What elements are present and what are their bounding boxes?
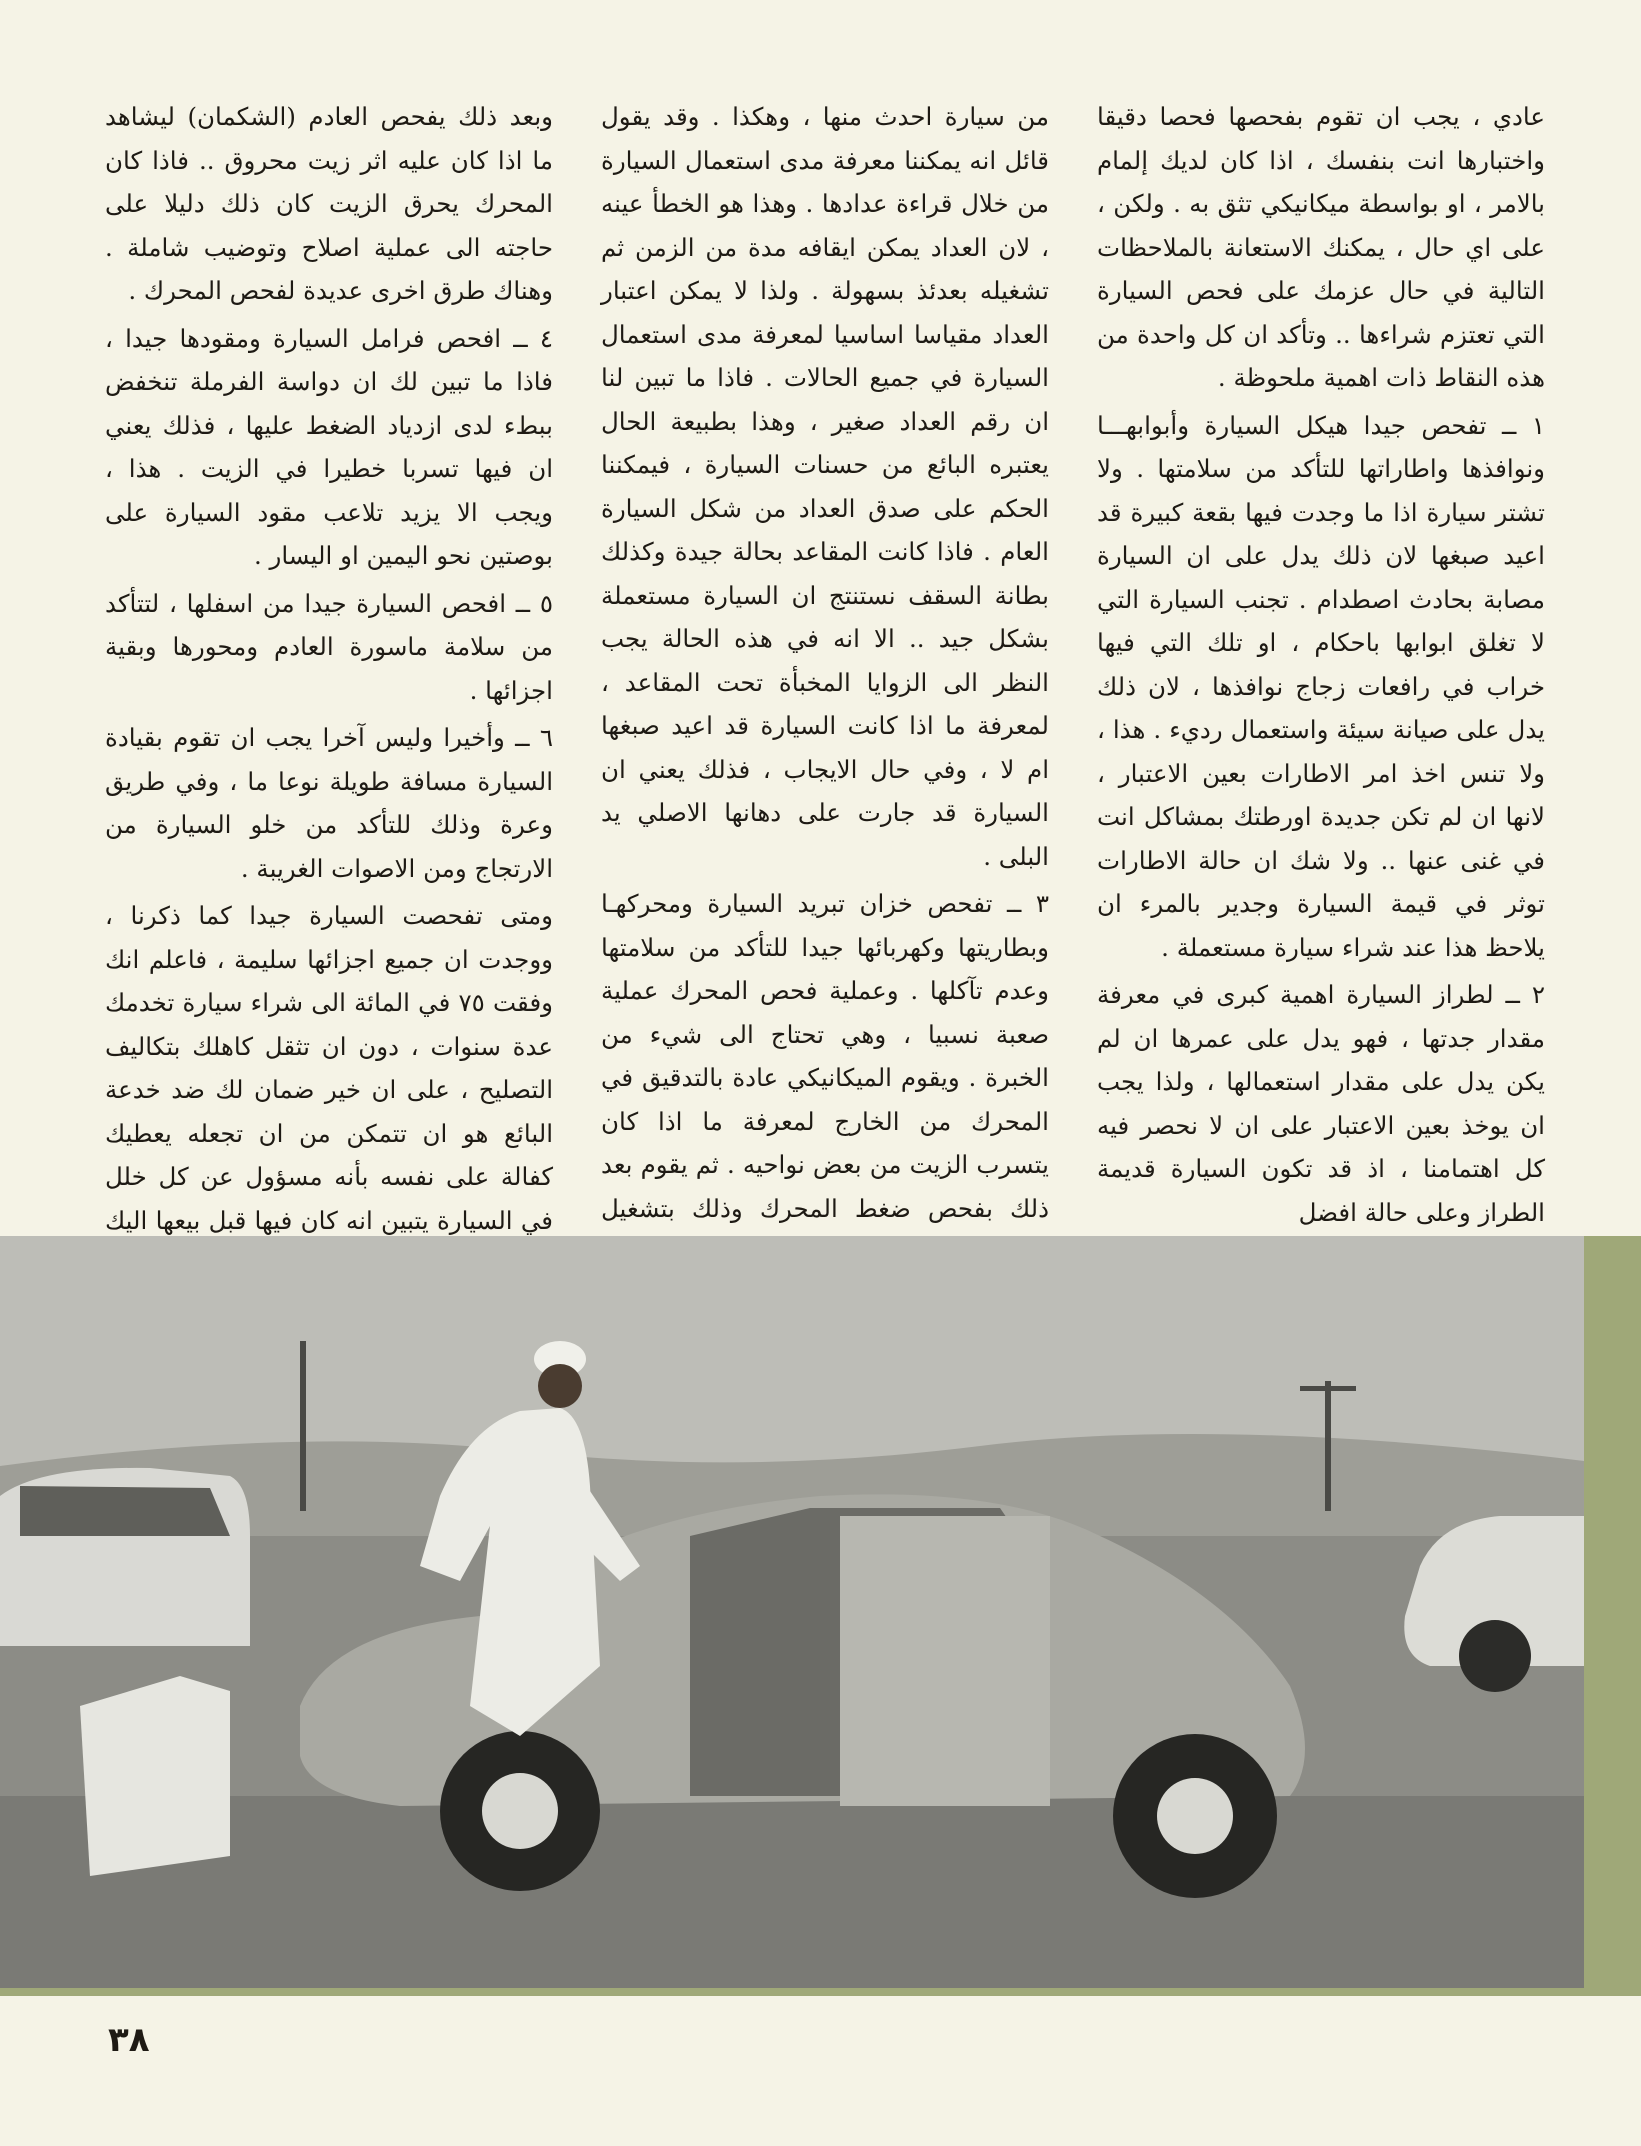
article-column-1 — [1097, 95, 1545, 1227]
paragraph: من سيارة احدث منها ، وهكذا . وقد يقول قائل انه يمكننا معرفة مدى استعمال السيارة من خلال قراءة عدادها . وهذا هو الخطأ عينه ، لان العداد يمكن ايقافه مدة من الزمن ثم تشغيله بعدئذ بسهولة . ولذا لا يمكن اعتبار العداد مقياسا اساسيا لمعرفة مدى استعمال السيارة في جميع الحالات . فاذا ما تبين لنا ان رقم العداد صغير ، وهذا بطبيعة الحال يعتبره البائع من حسنات السيارة ، فيمكننا الحكم على صدق العداد من شكل السيارة العام . فاذا كانت المقاعد بحالة جيدة وكذلك بطانة السقف نستنتج ان السيارة مستعملة بشكل جيد .. الا انه في هذه الحالة يجب النظر الى الزوايا المخبأة تحت المقاعد ، لمعرفة ما اذا كانت السيارة قد اعيد صبغها ام لا ، وفي حال الايجاب ، فذلك يعني ان السيارة قد جارت على دهانها الاصلي يد البلى . — [601, 102, 1049, 871]
article-column-3 — [105, 95, 553, 1235]
article-column-2 — [601, 95, 1049, 1223]
page-number: ٣٨ — [108, 2020, 150, 2060]
paragraph: ١ ــ تفحص جيدا هيكل السيارة وأبوابهـــا ونوافذها واطاراتها للتأكد من سلامتها . ولا تشتر سيارة اذا ما وجدت فيها بقعة كبيرة قد اعيد صبغها لان ذلك يدل على ان السيارة مصابة بحادث اصطدام . تجنب السيارة التي لا تغلق ابوابها باحكام ، او تلك التي فيها خراب في رافعات زجاج نوافذها ، لان ذلك يدل على صيانة سيئة واستعمال رديء . هذا ، ولا تنس اخذ امر الاطارات بعين الاعتبار ، لانها ان لم تكن جديدة اورطتك بمشاكل انت في غنى عنها .. ولا شك ان حالة الاطارات توثر في قيمة السيارة وجدير بالمرء ان يلاحظ هذا عند شراء سيارة مستعملة . — [1097, 410, 1545, 962]
paragraph: عادي ، يجب ان تقوم بفحصها فحصا دقيقا واختبارها انت بنفسك ، اذا كان لديك إلمام بالامر ، او بواسطة ميكانيكي تثق به . ولكن ، على اي حال ، يمكنك الاستعانة بالملاحظات التالية في حال عزمك على فحص السيارة التي تعتزم شراءها .. وتأكد ان كل واحدة من هذه النقاط ذات اهمية ملحوظة . — [1097, 102, 1545, 392]
article-columns — [105, 95, 1545, 1235]
paragraph: ٤ ــ افحص فرامل السيارة ومقودها جيدا ، فاذا ما تبين لك ان دواسة الفرملة تنخفض ببطء لدى ازدياد الضغط عليها ، فذلك يعني ان فيها تسربا خطيرا في الزيت . هذا ، ويجب الا يزيد تلاعب مقود السيارة على بوصتين نحو اليمين او اليسار . — [105, 323, 553, 570]
paragraph: ٢ ــ لطراز السيارة اهمية كبرى في معرفة مقدار جدتها ، فهو يدل على عمرها ان لم يكن يدل على مقدار استعمالها ، ولذا يجب ان يوخذ بعين الاعتبار على ان لا نحصر فيه كل اهتمامنا ، اذ قد تكون السيارة قديمة الطراز وعلى حالة افضل — [1097, 980, 1545, 1227]
paragraph: ٣ ــ تفحص خزان تبريد السيارة ومحركهـا وبطاريتها وكهربائها جيدا للتأكد من سلامتها وعدم تآكلها . وعملية فحص المحرك عملية صعبة نسبيا ، وهي تحتاج الى شيء من الخبرة . ويقوم الميكانيكي عادة بالتدقيق في المحرك من الخارج لمعرفة ما اذا كان يتسرب الزيت من بعض نواحيه . ثم يقوم بعد ذلك بفحص ضغط المحرك وذلك بتشغيل — [601, 889, 1049, 1223]
paragraph: ٥ ــ افحص السيارة جيدا من اسفلها ، لتتأكد من سلامة ماسورة العادم ومحورها وبقية اجزائها . — [105, 588, 553, 705]
paragraph: ومتى تفحصت السيارة جيدا كما ذكرنا ، ووجدت ان جميع اجزائها سليمة ، فاعلم انك وفقت ٧٥ في المائة الى شراء سيارة تخدمك عدة سنوات ، دون ان تثقل كاهلك بتكاليف التصليح ، على ان خير ضمان لك ضد خدعة البائع هو ان تتمكن من ان تجعله يعطيك كفالة على نفسه بأنه مسؤول عن كل خلل في السيارة يتبين انه كان فيها قبل بيعها اليك — [105, 901, 553, 1235]
car-inspection-photo — [0, 1236, 1584, 1988]
photo-illustration — [0, 1236, 1584, 1988]
paragraph: وبعد ذلك يفحص العادم (الشكمان) ليشاهد ما اذا كان عليه اثر زيت محروق .. فاذا كان المحرك يحرق الزيت كان ذلك دليلا على حاجته الى عملية اصلاح وتوضيب شاملة . وهناك طرق اخرى عديدة لفحص المحرك . — [105, 102, 553, 305]
paragraph: ٦ ــ وأخيرا وليس آخرا يجب ان تقوم بقيادة السيارة مسافة طويلة نوعا ما ، وفي طريق وعرة وذلك للتأكد من خلو السيارة من الارتجاج ومن الاصوات الغريبة . — [105, 723, 553, 883]
